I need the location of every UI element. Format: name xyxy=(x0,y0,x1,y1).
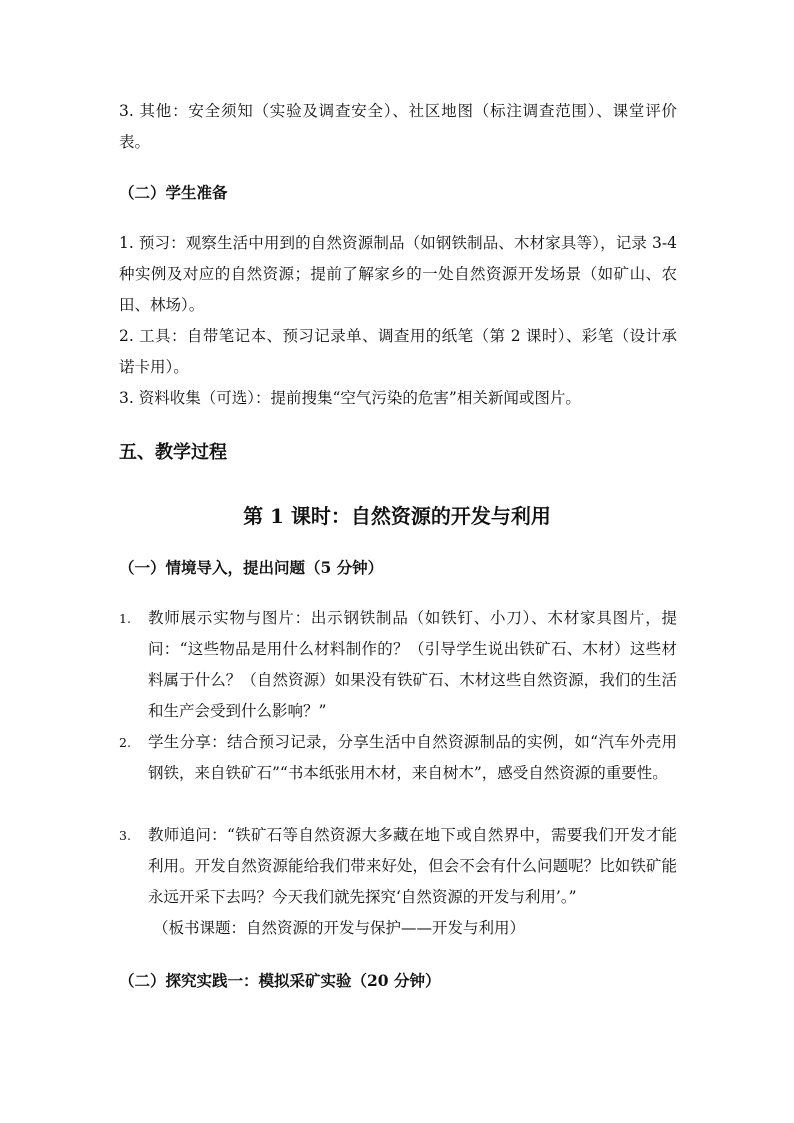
list-item-number: 1. xyxy=(119,611,131,626)
part-1-heading: （一）情境导入，提出问题（5 分钟） xyxy=(119,558,384,577)
list-item-number: 3. xyxy=(119,828,131,843)
list-item-number: 2. xyxy=(119,735,131,750)
part-2-heading: （二）探究实践一：模拟采矿实验（20 分钟） xyxy=(119,971,441,990)
list-item xyxy=(119,727,677,789)
list-item-text: 学生分享：结合预习记录，分享生活中自然资源制品的实例，如“汽车外壳用钢铁，来自铁矿石”“书本纸张用木材，来自树木”，感受自然资源的重要性。 xyxy=(148,733,677,782)
student-prep-heading: （二）学生准备 xyxy=(119,183,228,202)
list-item xyxy=(119,603,677,727)
list-item-text: 教师追问：“铁矿石等自然资源大多藏在地下或自然界中，需要我们开发才能利用。开发自然资源能给我们带来好处，但会不会有什么问题呢？比如铁矿能永远开采下去吗？今天我们就先探究‘自然资源的开发与利用’。” xyxy=(148,826,677,906)
board-note: （板书课题：自然资源的开发与保护——开发与利用） xyxy=(153,919,526,937)
materials-item-3: 3. 其他：安全须知（实验及调查安全）、社区地图（标注调查范围）、课堂评价表。 xyxy=(119,102,677,151)
section-5-heading: 五、教学过程 xyxy=(119,442,227,463)
student-prep-item-2: 2. 工具：自带笔记本、预习记录单、调查用的纸笔（第 2 课时）、彩笔（设计承诺卡用）。 xyxy=(119,327,677,376)
student-prep-item-1: 1. 预习：观察生活中用到的自然资源制品（如钢铁制品、木材家具等），记录 3-4 种实例及对应的自然资源；提前了解家乡的一处自然资源开发场景（如矿山、农田、林场）。 xyxy=(119,234,677,314)
list-item xyxy=(119,820,677,913)
student-prep-item-3: 3. 资料收集（可选）：提前搜集“空气污染的危害”相关新闻或图片。 xyxy=(119,389,581,407)
list-item-text: 教师展示实物与图片：出示钢铁制品（如铁钉、小刀）、木材家具图片，提问：“这些物品是用什么材料制作的？（引导学生说出铁矿石、木材）这些材料属于什么？（自然资源）如果没有铁矿石、木材这些自然资源，我们的生活和生产会受到什么影响？” xyxy=(148,609,677,720)
lesson-1-title: 第 1 课时：自然资源的开发与利用 xyxy=(243,504,551,528)
